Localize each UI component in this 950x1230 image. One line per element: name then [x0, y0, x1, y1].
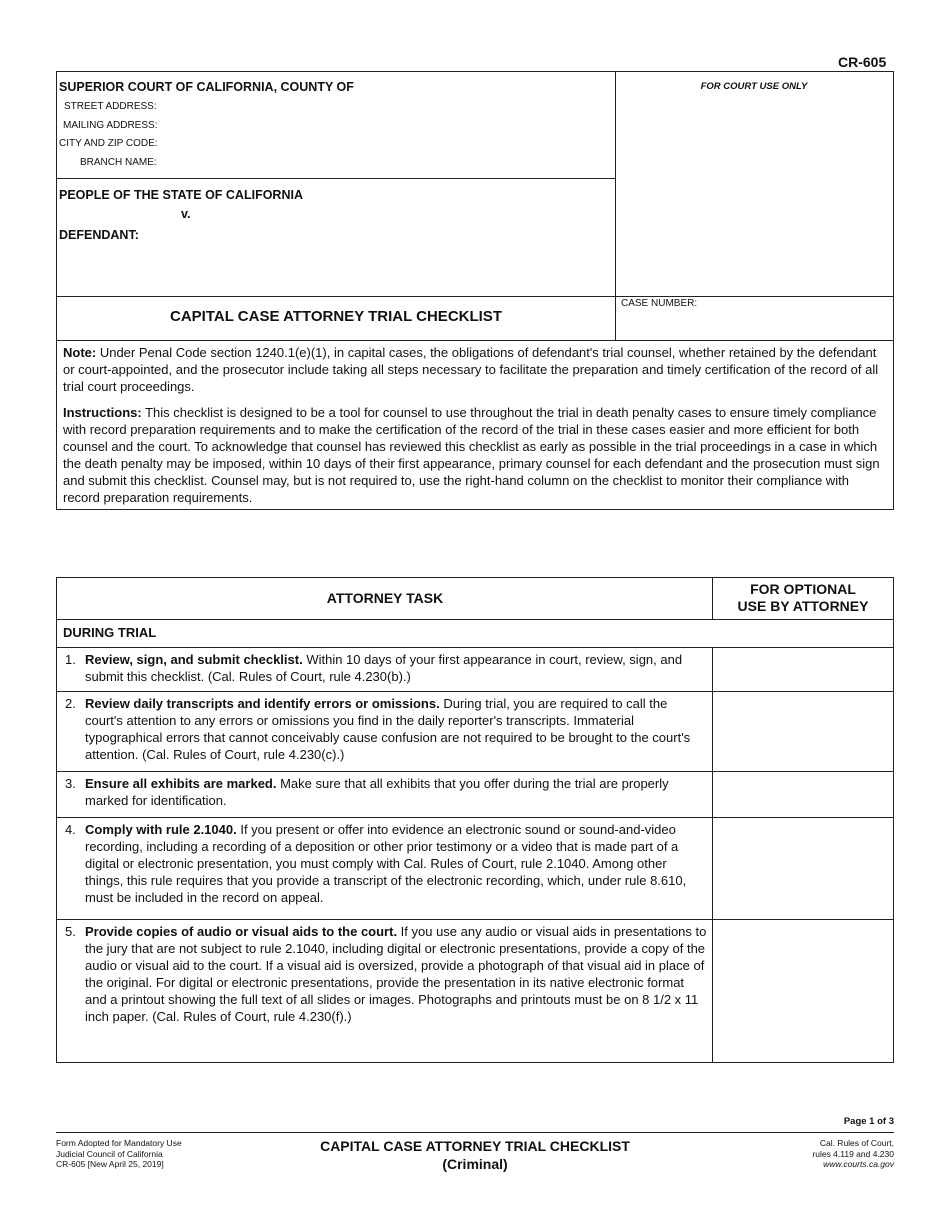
- street-address-label: STREET ADDRESS:: [64, 101, 157, 112]
- note-text: Under Penal Code section 1240.1(e)(1), in capital cases, the obligations of defendant's trial counsel, whether retained by the defendant or court-appointed, and the prosecutor include taking all steps necessary to facilitate the preparation and timely certification of the record of all trial court proceedings.: [63, 345, 879, 394]
- case-number-label: CASE NUMBER:: [621, 298, 698, 309]
- instructions-label: Instructions:: [63, 405, 142, 420]
- task-text: Provide copies of audio or visual aids to the court. If you use any audio or visual aids in presentations to the jury that are not subject to rule 2.1040, including digital or electronic presentations, provide a copy of the audio or visual aid to the court. If a visual aid is oversized, provide a photograph of that visual aid in place of the original. For digital or electronic presentations, provide the presentation in its native electronic format and a printout showing the full text of all slides or images. Photographs and printouts must be on 8 1/2 x 11 inch paper. (Cal. Rules of Court, rule 4.230(f).): [85, 924, 707, 1024]
- task-text: Comply with rule 2.1040. If you present or offer into evidence an electronic sound or sound-and-video recording, including a recording of a deposition or other prior testimony or a video that is made part of a digital or electronic presentation, you must comply with Cal. Rules of Court, rule 2.1040. Among other things, this rule requires that you provide a transcript of the electronic recording, which, under rule 8.610, must be included in the record on appeal.: [85, 822, 687, 905]
- table-header-row: [57, 578, 893, 620]
- footer-adoption-info: Form Adopted for Mandatory Use Judicial Council of California CR-605 [New April 25, 2019]: [56, 1138, 182, 1169]
- plaintiff-name: PEOPLE OF THE STATE OF CALIFORNIA: [59, 188, 303, 202]
- table-row: 2. Review daily transcripts and identify errors or omissions. During trial, you are required to call the court's attention to any errors or omissions you find in the daily reporter's transcripts. Immaterial typographical errors that cannot conceivably cause confusion are not required to be brought to the court's attention. (Cal. Rules of Court, rule 4.230(c).): [57, 692, 893, 772]
- court-info-box: [57, 72, 616, 179]
- instructions-text: This checklist is designed to be a tool for counsel to use throughout the trial in death penalty cases to ensure timely compliance with record preparation requirements and to make the certification of the record of the trial in these cases easier and more efficient for both counsel and the court. To acknowledge that counsel has reviewed this checklist as early as possible in the trial proceedings in a case in which the death penalty may be imposed, within 10 days of their first appearance, primary counsel for each defendant and the prosecution must sign and submit this checklist. Counsel may, but is not required to, use the right-hand column on the checklist to monitor their compliance with record preparation requirements.: [63, 405, 880, 505]
- footer-divider: [56, 1132, 894, 1133]
- branch-name-label: BRANCH NAME:: [80, 157, 157, 168]
- footer-rules-reference: Cal. Rules of Court, rules 4.119 and 4.230 www.courts.ca.gov: [812, 1138, 894, 1169]
- task-text: Ensure all exhibits are marked. Make sure that all exhibits that you offer during the trial are properly marked for identification.: [85, 776, 669, 808]
- section-during-trial: DURING TRIAL: [57, 620, 893, 648]
- instructions-paragraph: [63, 404, 887, 506]
- task-text: Review daily transcripts and identify errors or omissions. During trial, you are required to call the court's attention to any errors or omissions you find in the daily reporter's transcripts. Immaterial typographical errors that cannot conceivably cause confusion are not required to be brought to the court's attention. (Cal. Rules of Court, rule 4.230(c).): [85, 696, 691, 762]
- city-zip-label: CITY AND ZIP CODE:: [59, 138, 158, 149]
- optional-use-cell[interactable]: [713, 692, 893, 771]
- optional-use-cell[interactable]: [713, 648, 893, 691]
- optional-use-cell[interactable]: [713, 772, 893, 817]
- court-use-only-label: FOR COURT USE ONLY: [700, 81, 808, 92]
- note-label: Note:: [63, 345, 97, 360]
- caption-header: [56, 71, 894, 341]
- table-row: 4. Comply with rule 2.1040. If you present or offer into evidence an electronic sound or sound-and-video recording, including a recording of a deposition or other prior testimony or a video that is made part of a digital or electronic presentation, you must comply with Cal. Rules of Court, rule 2.1040. Among other things, this rule requires that you provide a transcript of the electronic recording, which, under rule 8.610, must be included in the record on appeal.: [57, 818, 893, 920]
- courts-website-link[interactable]: www.courts.ca.gov: [823, 1159, 894, 1169]
- mailing-address-label: MAILING ADDRESS:: [63, 120, 158, 131]
- case-number-field[interactable]: [615, 296, 893, 340]
- footer-title: CAPITAL CASE ATTORNEY TRIAL CHECKLIST (Criminal): [320, 1138, 630, 1172]
- table-row: 5. Provide copies of audio or visual aids to the court. If you use any audio or visual aids in presentations to the jury that are not subject to rule 2.1040, including digital or electronic presentations, provide a copy of the audio or visual aid to the court. If a visual aid is oversized, provide a photograph of that visual aid in place of the original. For digital or electronic presentations, provide the presentation in its native electronic format and a printout showing the full text of all slides or images. Photographs and printouts must be on 8 1/2 x 11 inch paper. (Cal. Rules of Court, rule 4.230(f).): [57, 920, 893, 1062]
- note-instructions-box: [56, 340, 894, 510]
- defendant-label: DEFENDANT:: [59, 228, 139, 242]
- versus: v.: [181, 207, 191, 221]
- form-title: CAPITAL CASE ATTORNEY TRIAL CHECKLIST: [170, 308, 502, 325]
- optional-use-cell[interactable]: [713, 920, 893, 1062]
- table-row: 3. Ensure all exhibits are marked. Make sure that all exhibits that you offer during the trial are properly marked for identification.: [57, 772, 893, 818]
- court-title: SUPERIOR COURT OF CALIFORNIA, COUNTY OF: [59, 80, 354, 94]
- form-number: CR-605: [838, 54, 887, 70]
- col-attorney-task: ATTORNEY TASK: [57, 578, 713, 619]
- court-use-only-box: [615, 72, 893, 297]
- col-optional-use: FOR OPTIONAL USE BY ATTORNEY: [737, 581, 869, 614]
- form-title-cell: [57, 296, 616, 340]
- table-row: 1. Review, sign, and submit checklist. Within 10 days of your first appearance in court, review, sign, and submit this checklist. (Cal. Rules of Court, rule 4.230(b).): [57, 648, 893, 692]
- parties-box: [57, 178, 616, 297]
- optional-use-cell[interactable]: [713, 818, 893, 919]
- checklist-table: [56, 577, 894, 1063]
- task-text: Review, sign, and submit checklist. Within 10 days of your first appearance in court, review, sign, and submit this checklist. (Cal. Rules of Court, rule 4.230(b).): [85, 652, 683, 684]
- note-paragraph: [63, 344, 887, 395]
- page-number: Page 1 of 3: [843, 1116, 894, 1127]
